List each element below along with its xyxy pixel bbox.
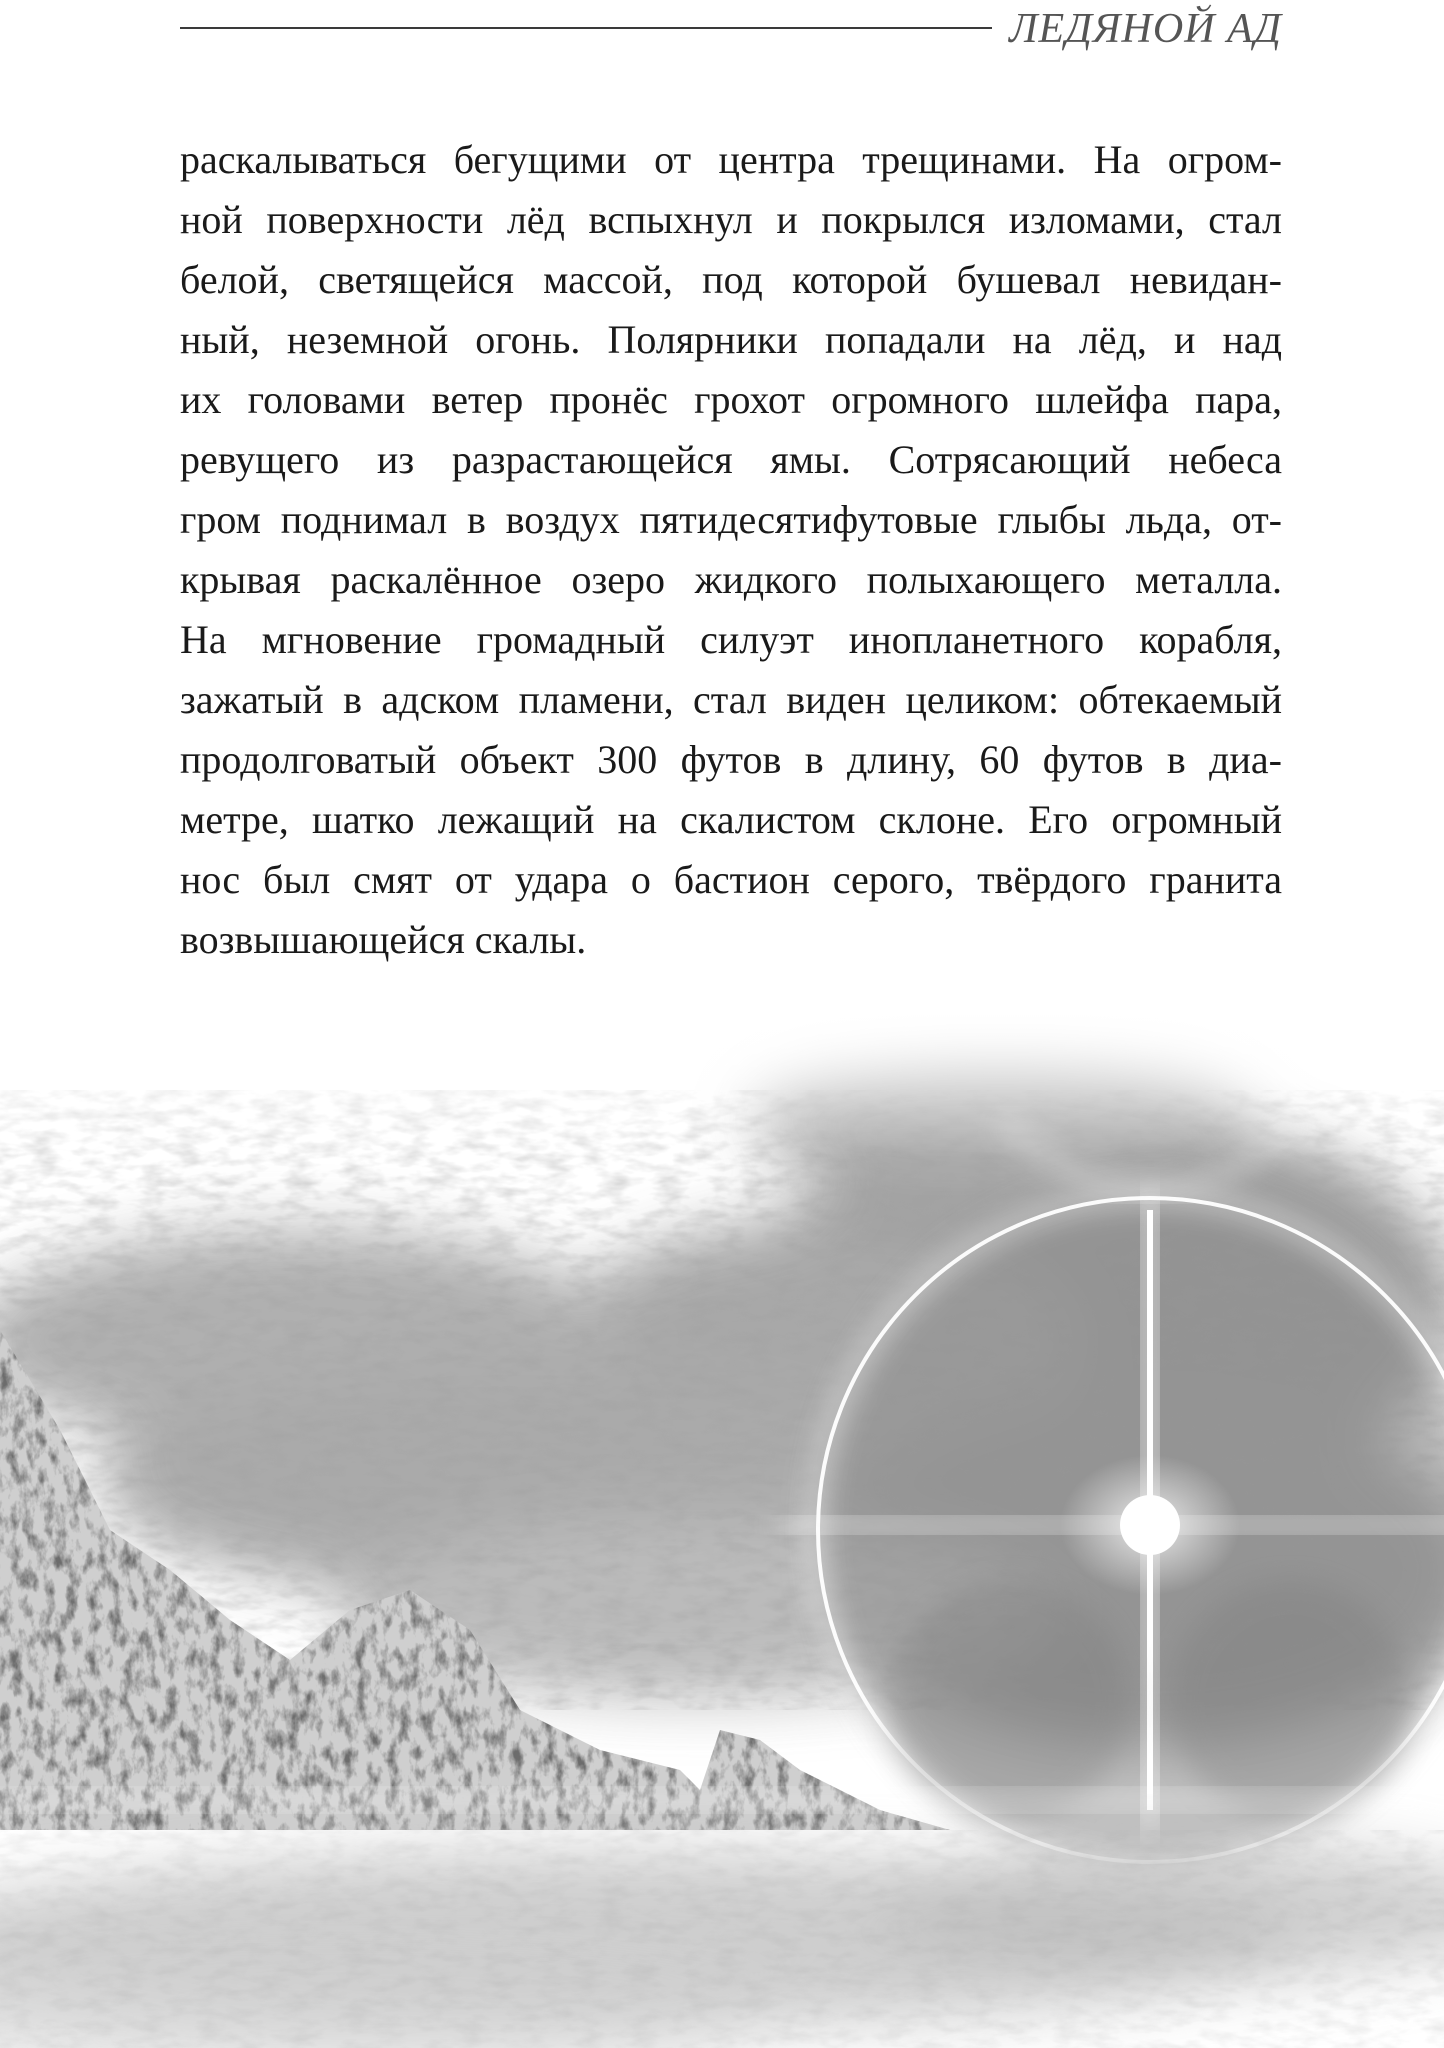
text-line: ревущего из разрастающейся ямы. Сотрясающий небеса — [180, 437, 1282, 482]
text-line: их головами ветер пронёс грохот огромного шлейфа пара, — [180, 377, 1282, 422]
ink-wash-landscape-illustration — [0, 1010, 1444, 2048]
text-line: гром поднимал в воздух пятидесятифутовые глыбы льда, от- — [180, 497, 1282, 542]
text-line: метре, шатко лежащий на скалистом склоне. Его огромный — [180, 797, 1282, 842]
text-line: раскалываться бегущими от центра трещинами. На огром- — [180, 137, 1282, 182]
text-line: ной поверхности лёд вспыхнул и покрылся изломами, стал — [180, 197, 1282, 242]
text-line: крывая раскалённое озеро жидкого полыхающего металла. — [180, 557, 1282, 602]
text-line: нос был смят от удара о бастион серого, твёрдого гранита — [180, 857, 1282, 902]
body-text — [180, 130, 1282, 970]
text-line: ный, неземной огонь. Полярники попадали на лёд, и над — [180, 317, 1282, 362]
text-line: зажатый в адском пламени, стал виден целиком: обтекаемый — [180, 677, 1282, 722]
text-line: продолговатый объект 300 футов в длину, 60 футов в диа- — [180, 737, 1282, 782]
text-line: белой, светящейся массой, под которой бушевал невидан- — [180, 257, 1282, 302]
header-rule — [180, 27, 992, 29]
text-line: возвышающейся скалы. — [180, 917, 587, 962]
text-line: На мгновение громадный силуэт инопланетного корабля, — [180, 617, 1282, 662]
running-head: ЛЕДЯНОЙ АД — [1009, 6, 1282, 52]
